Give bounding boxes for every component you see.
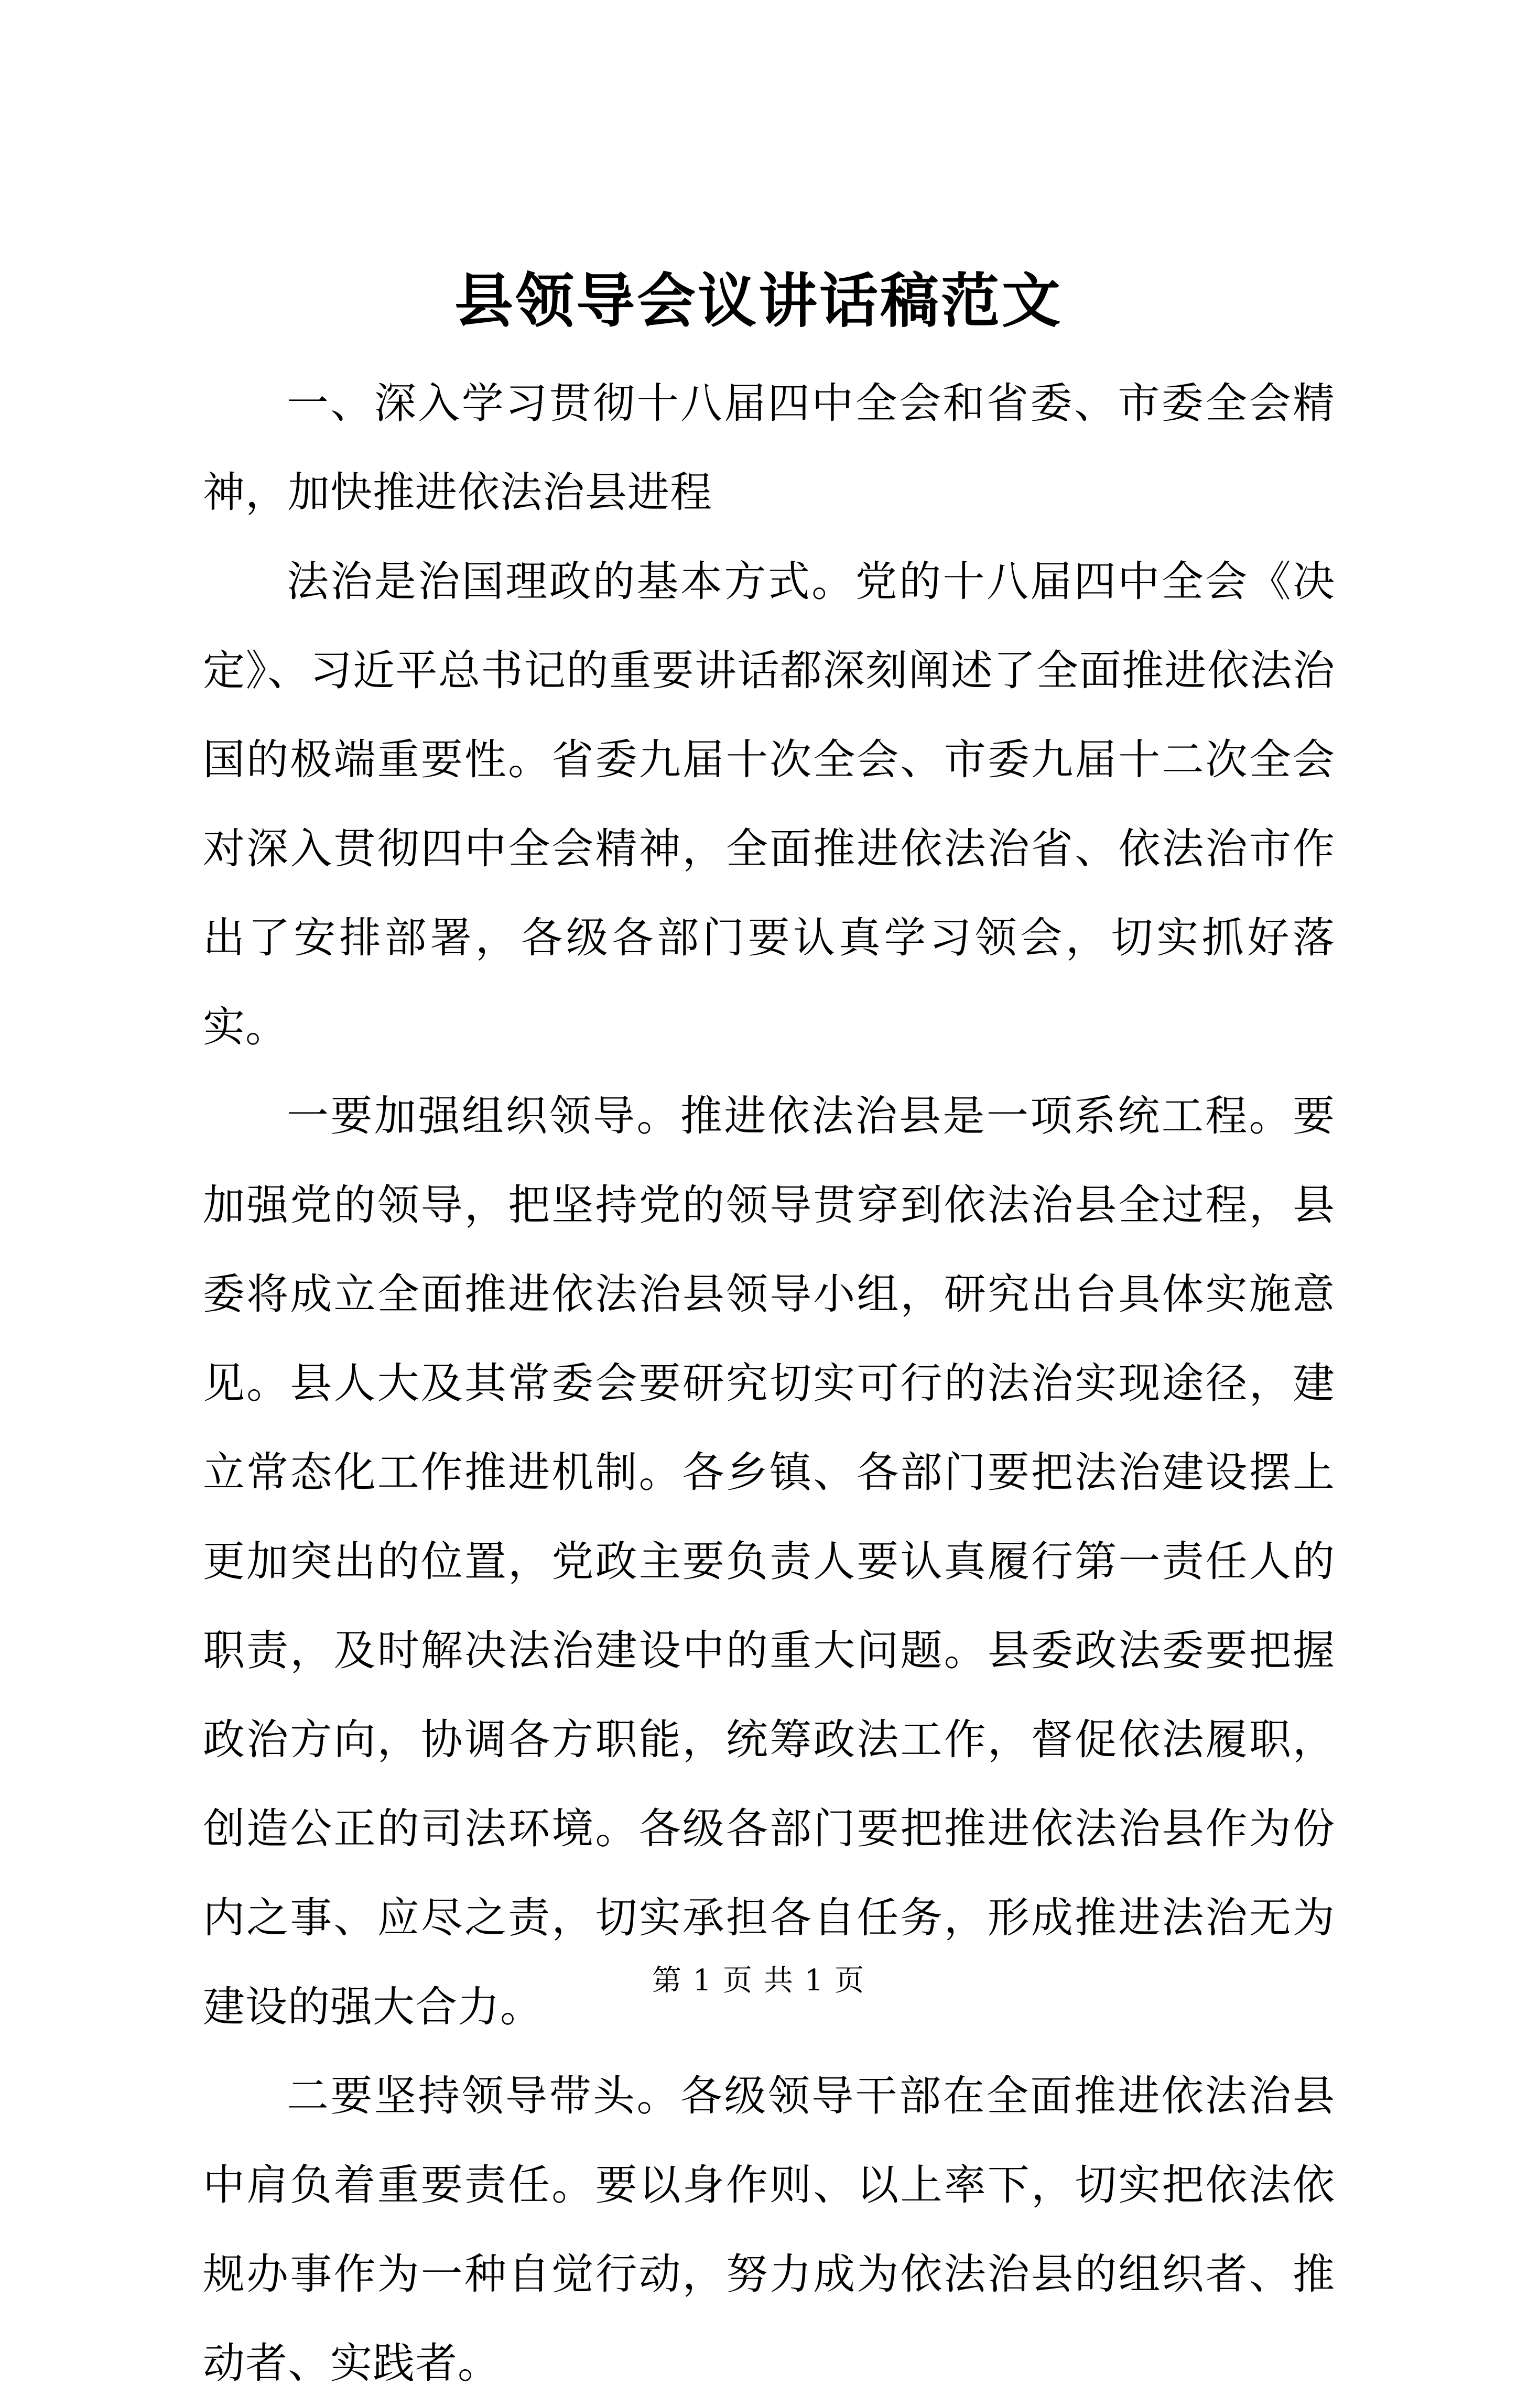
body-paragraph: 一要加强组织领导。推进依法治县是一项系统工程。要加强党的领导，把坚持党的领导贯穿到依法治县全过程，县委将成立全面推进依法治县领导小组，研究出台具体实施意见。县人大及其常委会要研究切实可行的法治实现途径，建立常态化工作推进机制。各乡镇、各部门要把法治建设摆上更加突出的位置，党政主要负责人要认真履行第一责任人的职责，及时解决法治建设中的重大问题。县委政法委要把握政治方向，协调各方职能，统筹政法工作，督促依法履职，创造公正的司法环境。各级各部门要把推进依法治县作为份内之事、应尽之责，切实承担各自任务，形成推进法治无为建设的强大合力。 (203, 1092, 1335, 2031)
document-body (203, 359, 1335, 2408)
page-footer: 第 1 页 共 1 页 (652, 1964, 865, 1998)
body-paragraph: 法治是治国理政的基本方式。党的十八届四中全会《决定》、习近平总书记的重要讲话都深刻阐述了全面推进依法治国的极端重要性。省委九届十次全会、市委九届十二次全会对深入贯彻四中全会精神，全面推进依法治省、依法治市作出了安排部署，各级各部门要认真学习领会，切实抓好落实。 (203, 557, 1335, 1051)
section-heading: 一、深入学习贯彻十八届四中全会和省委、市委全会精神，加快推进依法治县进程 (203, 379, 1335, 517)
body-paragraph: 二要坚持领导带头。各级领导干部在全面推进依法治县中肩负着重要责任。要以身作则、以上率下，切实把依法依规办事作为一种自觉行动，努力成为依法治县的组织者、推动者、实践者。 (203, 2072, 1335, 2388)
document-title: 县领导会议讲话稿范文 (454, 267, 1063, 335)
